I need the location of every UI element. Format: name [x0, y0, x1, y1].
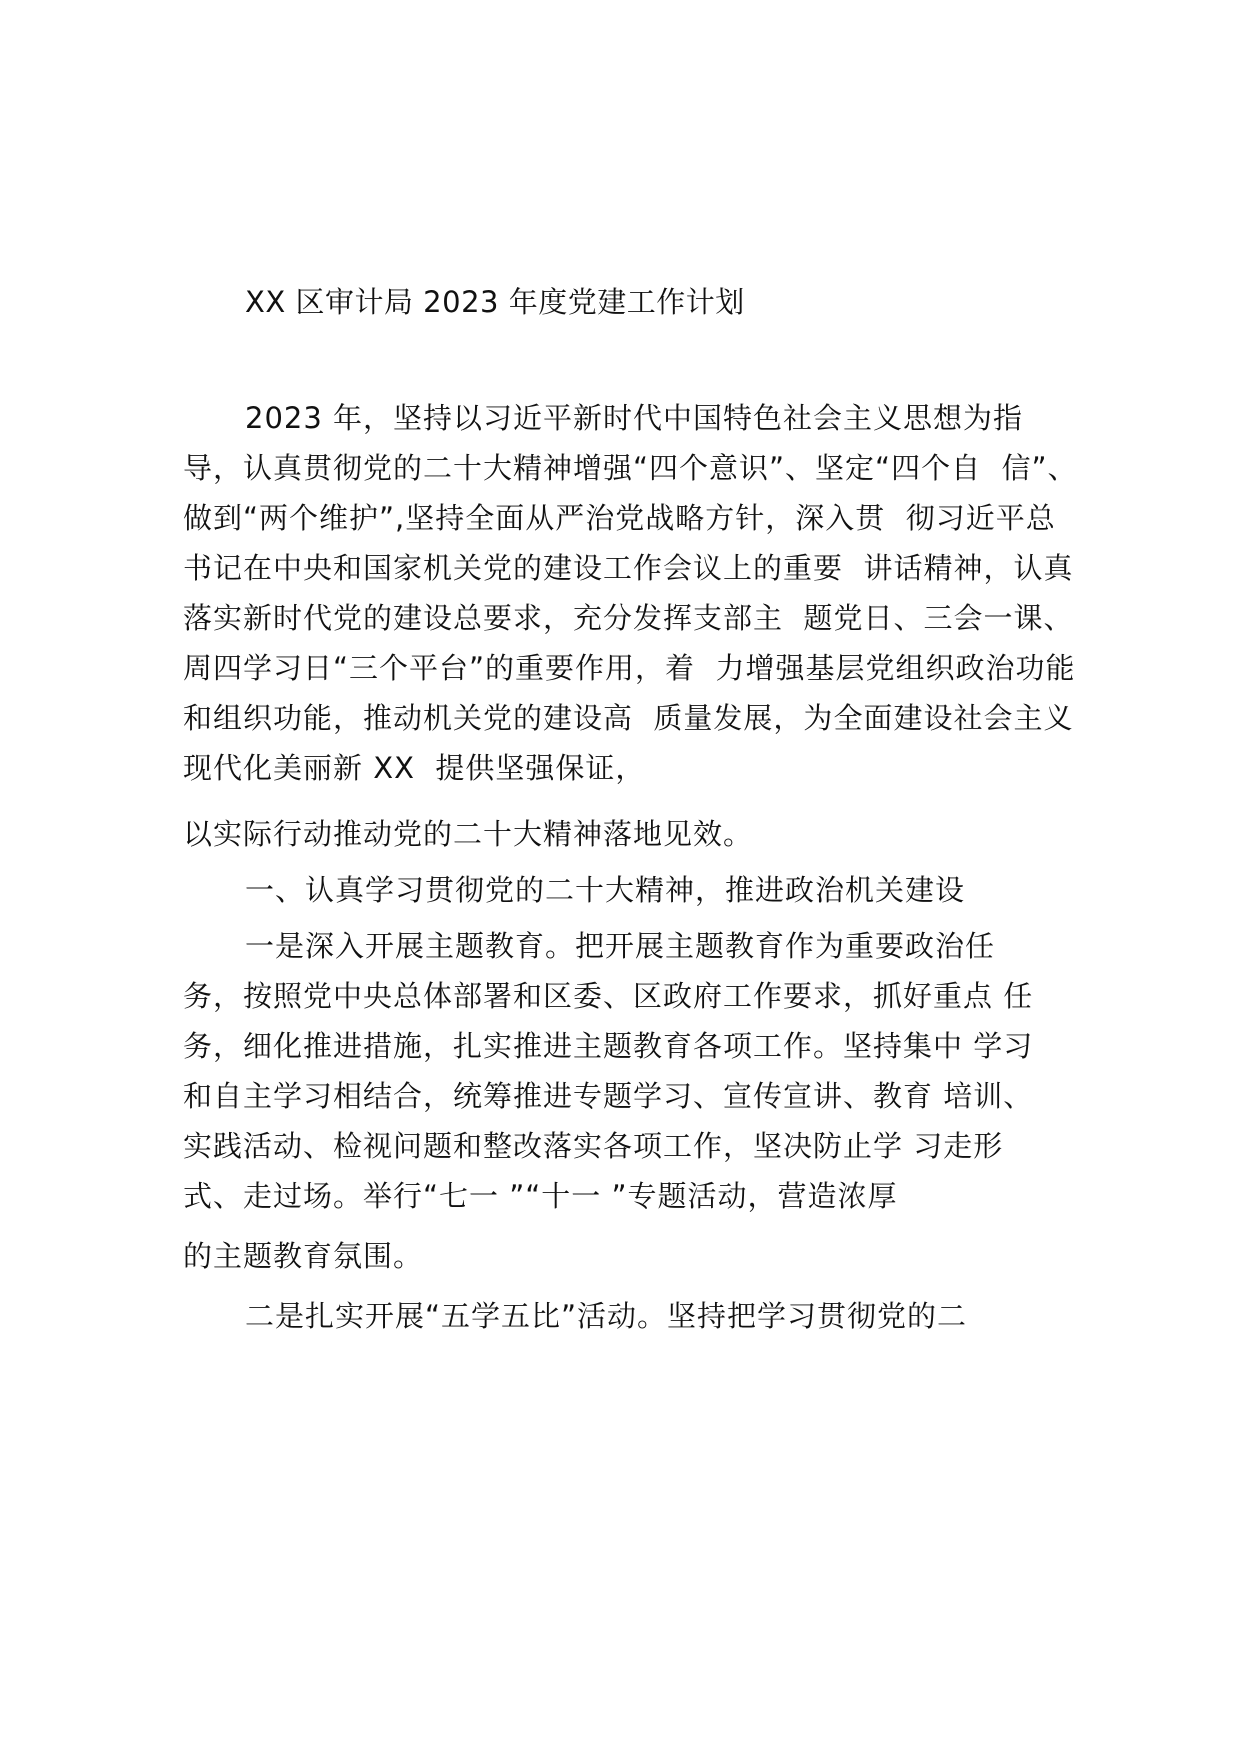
- section1-line: 一是深入开展主题教育。把开展主题教育作为重要政治任: [245, 929, 996, 963]
- section1-line: 的主题教育氛围。: [183, 1239, 424, 1273]
- intro-line: 书记在中央和国家机关党的建设工作会议上的重要 讲话精神，认真: [183, 551, 1074, 585]
- section-heading: 一、认真学习贯彻党的二十大精神，推进政治机关建设: [245, 873, 966, 907]
- section1-line: 务，按照党中央总体部署和区委、区政府工作要求，抓好重点 任: [183, 979, 1034, 1013]
- intro-line: 做到“两个维护”,坚持全面从严治党战略方针，深入贯 彻习近平总: [183, 501, 1056, 535]
- section1-line: 务，细化推进措施，扎实推进主题教育各项工作。坚持集中 学习: [183, 1029, 1034, 1063]
- intro-line: 导，认真贯彻党的二十大精神增强“四个意识”、坚定“四个自 信”、: [183, 451, 1078, 485]
- intro-line: 现代化美丽新 XX 提供坚强保证，: [183, 751, 646, 785]
- section1-line: 和自主学习相结合，统筹推进专题学习、宣传宣讲、教育 培训、: [183, 1079, 1034, 1113]
- intro-line: 2023 年，坚持以习近平新时代中国特色社会主义思想为指: [245, 401, 1024, 435]
- document-title: XX 区审计局 2023 年度党建工作计划: [245, 285, 745, 319]
- section1-line: 式、走过场。举行“七一 ”“十一 ”专题活动，营造浓厚: [183, 1179, 898, 1213]
- section1-line: 实践活动、检视问题和整改落实各项工作，坚决防止学 习走形: [183, 1129, 1004, 1163]
- intro-line: 周四学习日“三个平台”的重要作用，着 力增强基层党组织政治功能: [183, 651, 1076, 685]
- intro-line: 以实际行动推动党的二十大精神落地见效。: [183, 817, 754, 851]
- intro-line: 落实新时代党的建设总要求，充分发挥支部主 题党日、三会一课、: [183, 601, 1074, 635]
- intro-line: 和组织功能，推动机关党的建设高 质量发展，为全面建设社会主义: [183, 701, 1074, 735]
- section2-line: 二是扎实开展“五学五比”活动。坚持把学习贯彻党的二: [245, 1299, 968, 1333]
